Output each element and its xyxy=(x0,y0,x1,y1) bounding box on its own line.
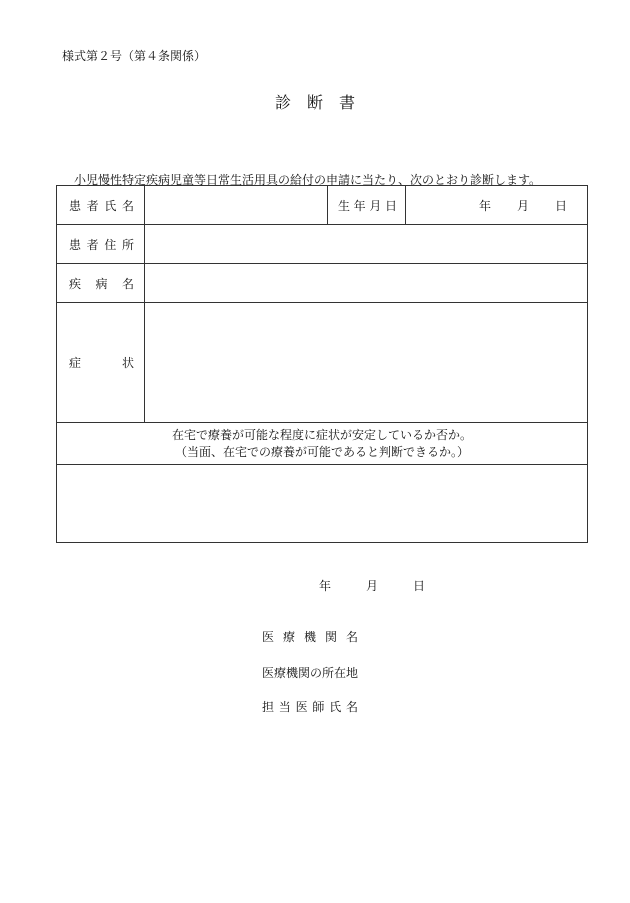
stability-question-line1: 在宅で療養が可能な程度に症状が安定しているか否か。 xyxy=(171,427,472,442)
stability-question-row xyxy=(57,423,588,465)
symptoms-label: 症 状 xyxy=(69,356,134,370)
institution-address-line xyxy=(262,664,358,681)
form-number: 様式第２号（第４条関係） xyxy=(62,49,207,63)
disease-label: 疾 病 名 xyxy=(69,276,134,291)
stability-answer-row xyxy=(57,465,588,543)
issue-date-year-unit: 年 xyxy=(319,579,332,593)
symptoms-row xyxy=(57,303,588,423)
disease-field[interactable] xyxy=(145,264,588,303)
disease-row xyxy=(57,264,588,303)
dob-label: 生 年 月 日 xyxy=(338,198,397,213)
patient-name-field[interactable] xyxy=(145,186,328,225)
dob-year-unit: 年 xyxy=(478,198,491,213)
address-field[interactable] xyxy=(145,225,588,264)
symptoms-field[interactable] xyxy=(145,303,588,423)
diagnosis-form-table xyxy=(56,185,588,543)
institution-name-line xyxy=(262,628,358,645)
symptoms-label-cell xyxy=(57,303,145,423)
institution-address-label: 医療機関の所在地 xyxy=(262,666,359,680)
document-title: 診 断 書 xyxy=(274,93,355,112)
patient-name-row xyxy=(57,186,588,225)
stability-answer-field[interactable] xyxy=(57,465,588,543)
dob-month-unit: 月 xyxy=(516,198,529,213)
address-row xyxy=(57,225,588,264)
address-label-cell xyxy=(57,225,145,264)
doctor-name-line xyxy=(262,698,358,715)
institution-name-label: 医 療 機 関 名 xyxy=(262,630,358,644)
issue-date xyxy=(319,577,425,594)
disease-label-cell xyxy=(57,264,145,303)
patient-name-label: 患 者 氏 名 xyxy=(69,198,134,213)
lead-statement: 小児慢性特定疾病児童等日常生活用具の給付の申請に当たり、次のとおり診断します。 xyxy=(74,173,542,187)
stability-question-cell xyxy=(57,423,588,465)
address-label: 患 者 住 所 xyxy=(69,237,134,252)
dob-label-cell xyxy=(328,186,406,225)
issue-date-month-unit: 月 xyxy=(366,579,379,593)
stability-question-line2: （当面、在宅での療養が可能であると判断できるか。） xyxy=(174,444,469,459)
issue-date-day-unit: 日 xyxy=(413,579,426,593)
patient-name-label-cell xyxy=(57,186,145,225)
dob-day-unit: 日 xyxy=(554,198,567,213)
dob-field[interactable] xyxy=(406,186,588,225)
doctor-name-label: 担 当 医 師 氏 名 xyxy=(262,700,358,714)
